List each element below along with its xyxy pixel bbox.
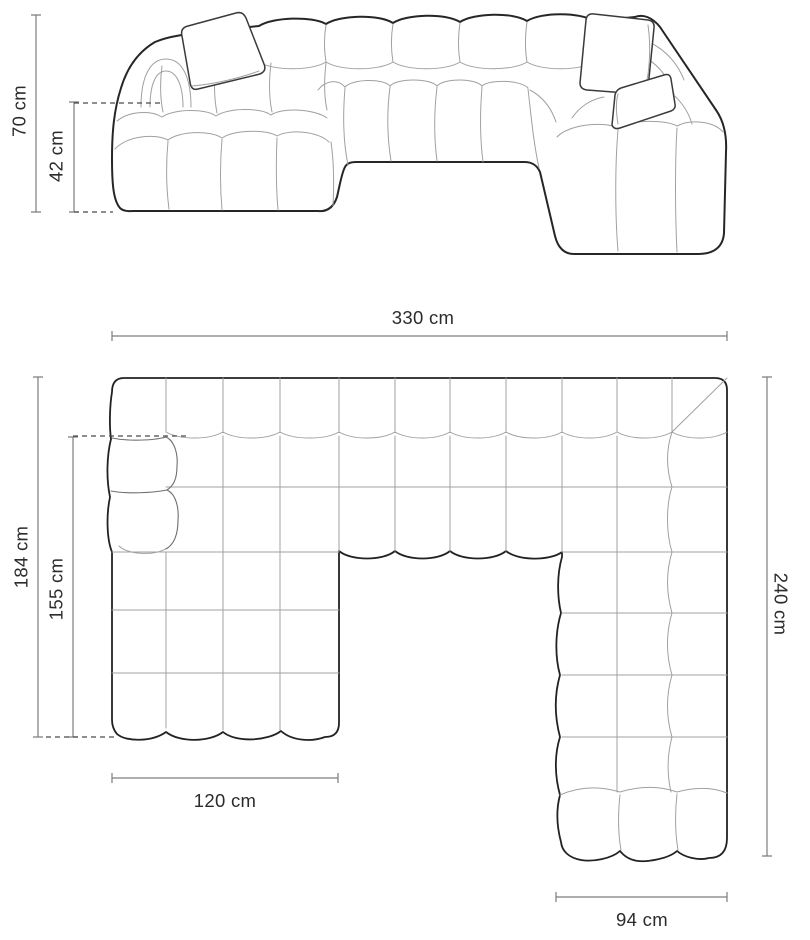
dim-label-184: 184 cm — [10, 525, 32, 589]
dim-label-330: 330 cm — [391, 307, 455, 328]
dim-line-184 — [33, 377, 43, 737]
dim-label-70: 70 cm — [8, 85, 30, 137]
dim-line-120 — [112, 773, 338, 783]
dim-line-155 — [68, 437, 78, 737]
dim-left-inner-depth — [46, 437, 79, 737]
dim-left-total-depth — [11, 377, 44, 737]
dim-label-240: 240 cm — [770, 572, 792, 636]
dim-label-155: 155 cm — [45, 557, 67, 621]
dim-total-width — [112, 307, 727, 341]
dim-line-70 — [31, 15, 41, 212]
dim-seat-height — [46, 102, 80, 212]
dim-label-94: 94 cm — [616, 909, 668, 930]
dim-label-120: 120 cm — [193, 790, 257, 811]
dim-left-chaise-width — [112, 773, 338, 811]
dim-label-42: 42 cm — [45, 130, 67, 182]
dim-total-height — [9, 15, 42, 212]
dim-line-330 — [112, 331, 727, 341]
front-elevation-view — [112, 13, 726, 254]
dim-line-240 — [762, 377, 772, 856]
dim-line-42 — [69, 102, 79, 212]
dim-right-leg-width — [556, 892, 727, 930]
top-plan-view — [107, 378, 727, 861]
dim-right-total-depth — [762, 377, 792, 856]
dim-line-94 — [556, 892, 727, 902]
